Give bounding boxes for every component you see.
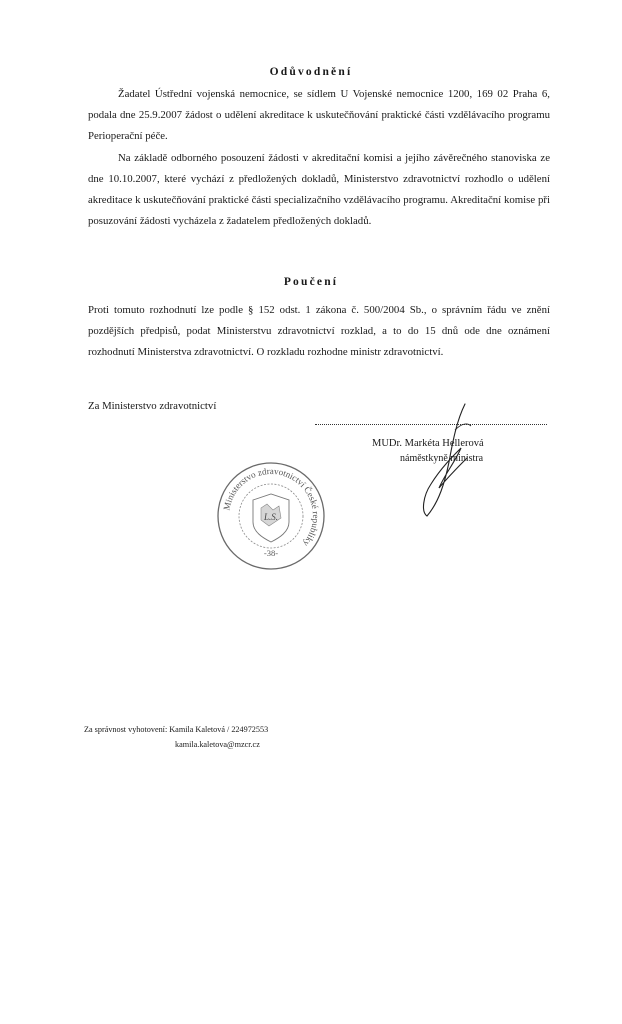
paragraph-applicant: Žadatel Ústřední vojenská nemocnice, se sídlem U Vojenské nemocnice 1200, 169 02 Praha 6, podala dne 25.9.2007 žádost o udělení akreditace k uskutečňování praktické části vzdělávacího programu Perioperační péče. [88, 88, 550, 142]
stamp-ring-text: Ministerstvo zdravotnictví České republiky [221, 465, 322, 549]
section-title-pouceni: Poučení [283, 276, 339, 288]
stamp-center-text: L.S. [263, 512, 279, 522]
footer-prepared-by: Za správnost vyhotovení: Kamila Kaletová / 224972553 [84, 725, 269, 734]
paragraph-appeal: Proti tomuto rozhodnutí lze podle § 152 odst. 1 zákona č. 500/2004 Sb., o správním řádu ve znění pozdějších předpisů, podat Ministerstvu zdravotnictví rozklad, a to do 15 dnů ode dne oznámení rozhodnutí Ministerstva zdravotnictví. O rozkladu rozhodne ministr zdravotnictví. [88, 304, 550, 358]
svg-text:Ministerstvo zdravotnictví Čes [221, 466, 321, 549]
section-title-oduvodneni: Odůvodnění [269, 66, 353, 78]
handwritten-signature [395, 400, 485, 520]
footer-email: kamila.kaletova@mzcr.cz [175, 740, 260, 749]
official-stamp [215, 460, 327, 572]
paragraph-decision: Na základě odborného posouzení žádosti v akreditační komisi a jejího závěrečného stanoviska ze dne 10.10.2007, které vychází z předložených dokladů, Ministerstvo zdravotnictví rozhodlo o udělení akreditace k uskutečňování praktické části specializačního vzdělávacího programu. Akreditační komise při posuzování žádosti vycházela z žadatelem předložených dokladů. [88, 152, 550, 227]
stamp-number: -38- [263, 548, 279, 558]
signer-name: MUDr. Markéta Hellerová [372, 438, 484, 449]
ministry-label: Za Ministerstvo zdravotnictví [88, 400, 217, 412]
signer-role: náměstkyně ministra [400, 453, 484, 464]
